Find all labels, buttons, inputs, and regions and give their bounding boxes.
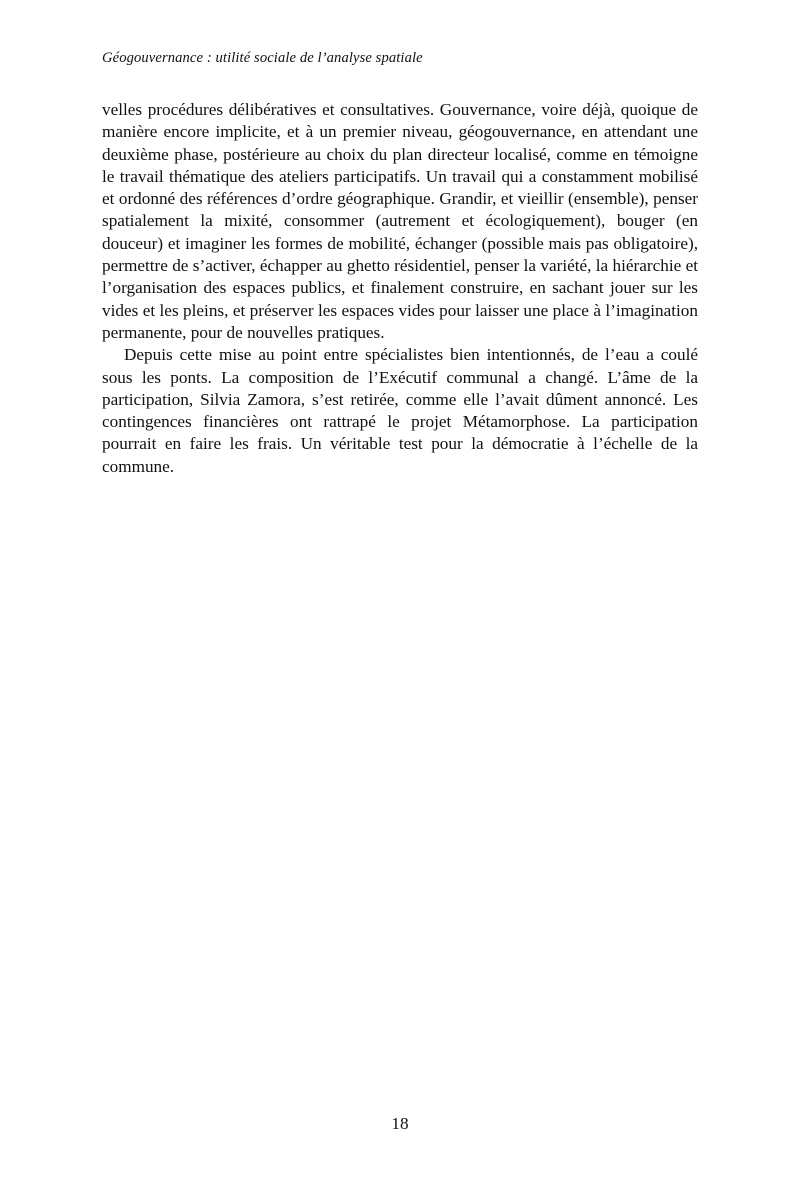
running-header: Géogouvernance : utilité sociale de l’analyse spatiale <box>102 50 423 66</box>
page-number: 18 <box>391 1114 409 1133</box>
paragraph-continued: velles procédures délibératives et consultatives. Gouvernance, voire déjà, quoique de manière encore implicite, et à un premier niveau, géogouvernance, en attendant une deuxième phase, postérieure au choix du plan directeur localisé, comme en témoigne le travail thématique des ateliers participatifs. Un travail qui a constamment mobilisé et ordonné des références d’ordre géographique. Grandir, et vieillir (ensemble), penser spatialement la mixité, consommer (autrement et écologiquement), bouger (en douceur) et imaginer les formes de mobilité, échanger (possible mais pas obligatoire), permettre de s’activer, échapper au ghetto résidentiel, penser la variété, la hiérarchie et l’organisation des espaces publics, et finalement construire, en sachant jouer sur les vides et les pleins, et préserver les espaces vides pour laisser une place à l’imagination permanente, pour de nouvelles pratiques. <box>102 100 698 342</box>
paragraph: Depuis cette mise au point entre spécialistes bien intentionnés, de l’eau a coulé sous les ponts. La composition de l’Exécutif communal a changé. L’âme de la participation, Silvia Zamora, s’est retirée, comme elle l’avait dûment annoncé. Les contingences financières ont rattrapé le projet Métamorphose. La participation pourrait en faire les frais. Un véritable test pour la démocratie à l’échelle de la commune. <box>102 345 698 476</box>
body-text <box>102 99 698 478</box>
